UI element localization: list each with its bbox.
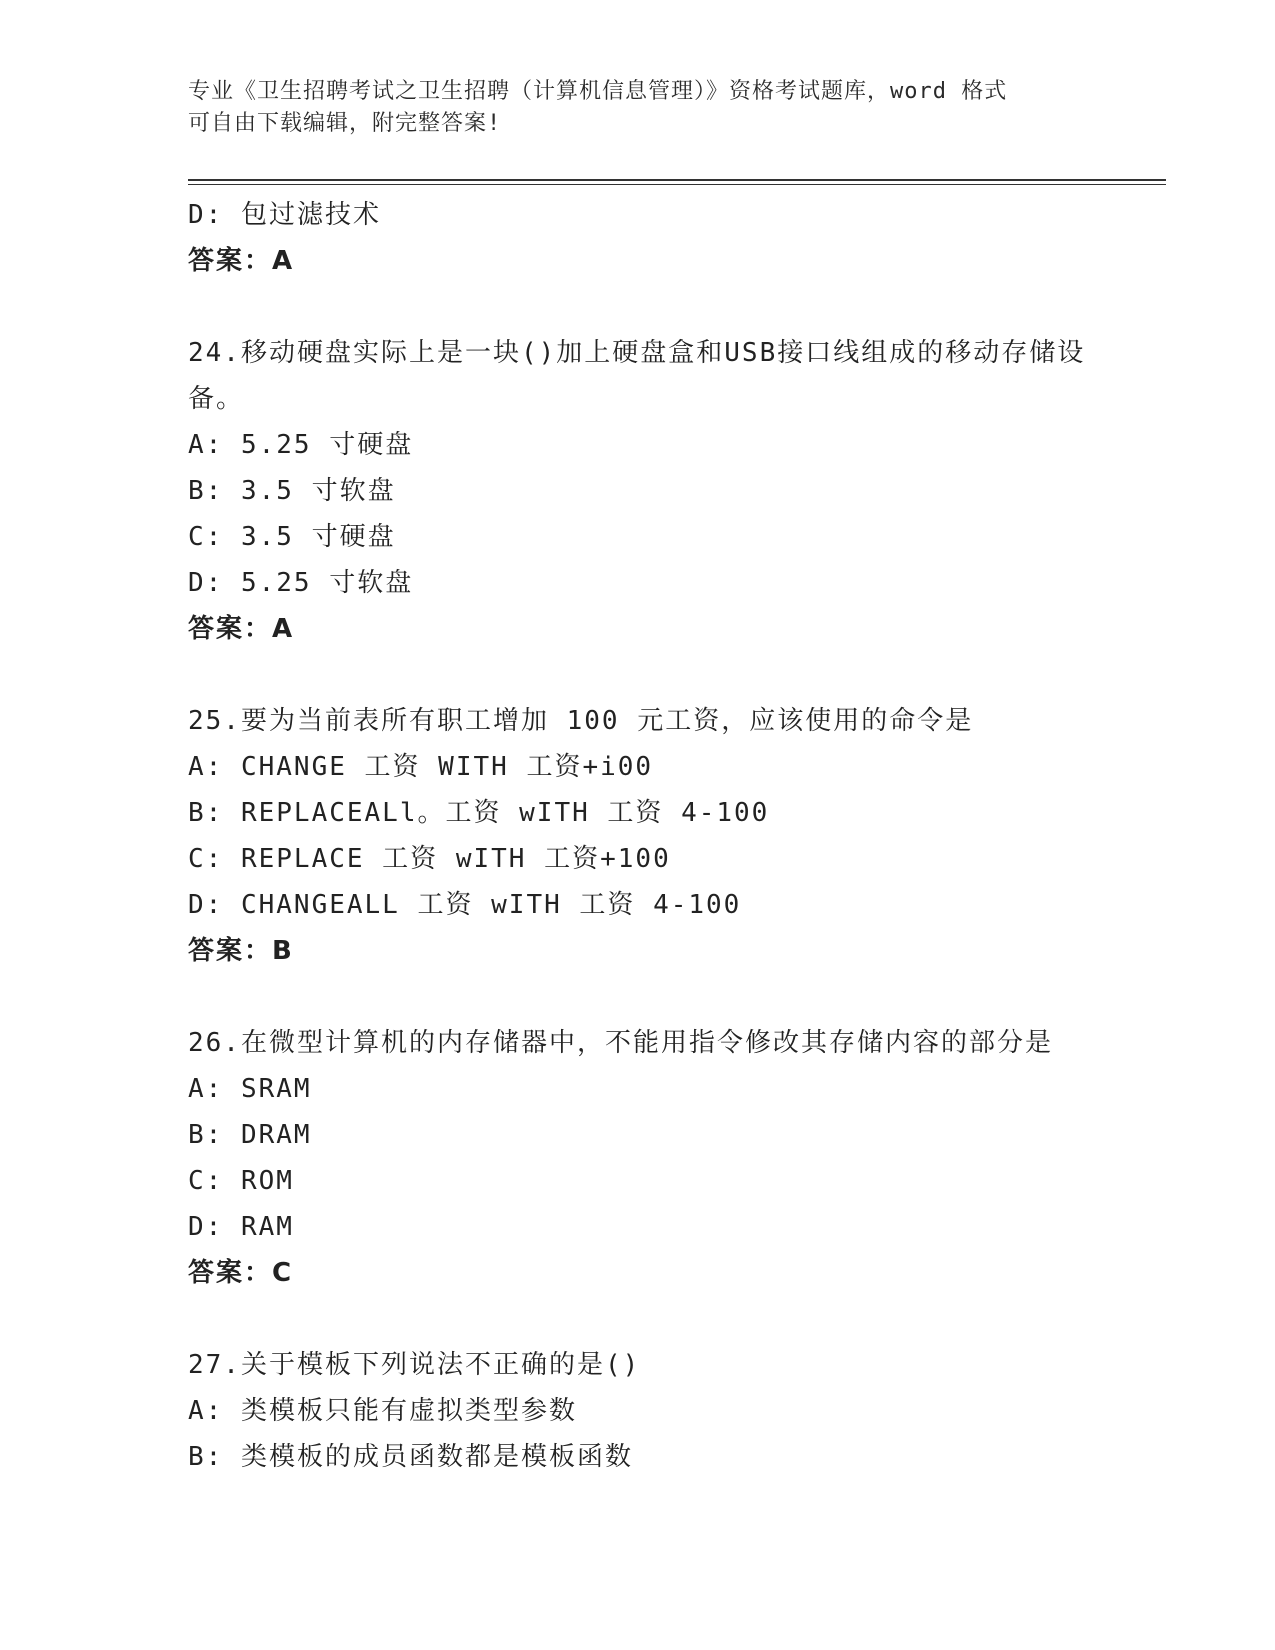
option-a: A: 类模板只能有虚拟类型参数 xyxy=(188,1396,577,1426)
option-a: A: 5.25 寸硬盘 xyxy=(188,430,414,460)
option-b: B: DRAM xyxy=(188,1120,312,1150)
question-stem: 26.在微型计算机的内存储器中，不能用指令修改其存储内容的部分是 xyxy=(188,1028,1053,1058)
question-26 xyxy=(188,1020,1138,1296)
question-content xyxy=(188,192,1138,1480)
header-rule-thick xyxy=(188,179,1166,181)
question-24 xyxy=(188,330,1138,652)
prev-option-d: D: 包过滤技术 xyxy=(188,200,381,230)
answer: 答案：B xyxy=(188,936,294,966)
option-a: A: SRAM xyxy=(188,1074,312,1104)
option-d: D: 5.25 寸软盘 xyxy=(188,568,414,598)
option-d: D: CHANGEALL 工资 wITH 工资 4-100 xyxy=(188,890,742,920)
header-line-2: 可自由下载编辑，附完整答案! xyxy=(188,111,502,136)
header-rule-thin xyxy=(188,184,1166,185)
option-b: B: 3.5 寸软盘 xyxy=(188,476,396,506)
option-c: C: REPLACE 工资 wITH 工资+100 xyxy=(188,844,671,874)
question-25 xyxy=(188,698,1138,974)
option-b: B: 类模板的成员函数都是模板函数 xyxy=(188,1442,633,1472)
question-27 xyxy=(188,1342,1138,1480)
spacer xyxy=(188,1296,1138,1342)
question-stem: 27.关于模板下列说法不正确的是() xyxy=(188,1350,641,1380)
spacer xyxy=(188,974,1138,1020)
option-c: C: 3.5 寸硬盘 xyxy=(188,522,396,552)
option-a: A: CHANGE 工资 WITH 工资+i00 xyxy=(188,752,654,782)
prev-answer: 答案：A xyxy=(188,246,295,276)
question-stem: 24.移动硬盘实际上是一块()加上硬盘盒和USB接口线组成的移动存储设备。 xyxy=(188,338,1086,414)
header-line-1: 专业《卫生招聘考试之卫生招聘（计算机信息管理）》资格考试题库，word 格式 xyxy=(188,79,1008,104)
spacer xyxy=(188,652,1138,698)
document-header xyxy=(188,76,1088,140)
answer: 答案：C xyxy=(188,1258,294,1288)
answer: 答案：A xyxy=(188,614,295,644)
option-b: B: REPLACEALl。工资 wITH 工资 4-100 xyxy=(188,798,770,828)
option-c: C: ROM xyxy=(188,1166,294,1196)
question-stem: 25.要为当前表所有职工增加 100 元工资，应该使用的命令是 xyxy=(188,706,974,736)
spacer xyxy=(188,284,1138,330)
option-d: D: RAM xyxy=(188,1212,294,1242)
